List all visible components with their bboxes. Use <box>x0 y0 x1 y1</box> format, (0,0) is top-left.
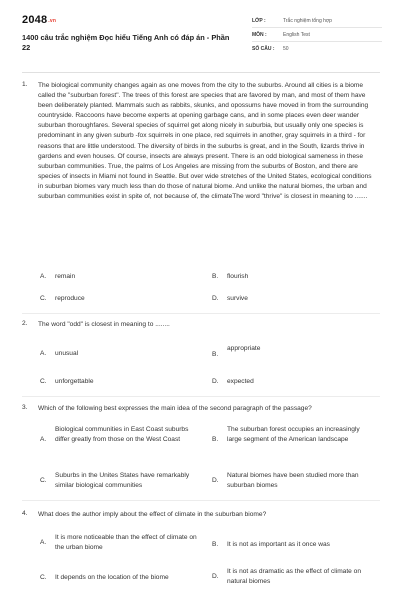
document-meta-table <box>252 14 382 56</box>
page-header <box>0 0 400 72</box>
question-stem: The biological community changes again as one moves from the city to the suburbs. Around all cities is a biome called the "suburban forest". The trees of this forest are species that are favored by man, and most of them have been deliberately planted. Mammals such as rabbits, skunks, and opossums have moved in from the surrounding countryside. Raccoons have become experts at opening garbage cans, and in some places even deer wander suburban thoroughfares. Several species of squirrel get along nicely in suburbia, but usually only one species is predominant in any given suburb -fox squirrels in one place, red squirrels in another, gray squirrels in a third - for reasons that are little understood. The diversity of birds in the suburbs is great, and in the South, lizards thrive in gardens and even houses. Of course, insects are always present. There is an odd biological sameness in these suburban communities. True, the palms of Los Angeles are missing from the suburbs of Boston, and there are species of insects in Miami not found in Seattle. But over wide stretches of the United States, ecological conditions in suburban biomes vary much less than do those of natural biome. And unlike the natural biomes, the urban and suburban communities exist in spite of, not because of, the climateThe word "thrive" is closest in meaning to ....... <box>38 82 372 201</box>
logo-suffix-text: .vn <box>48 18 57 24</box>
option-letter: B. <box>212 273 219 280</box>
option-letter: C. <box>40 378 47 385</box>
page-title: 1400 câu trắc nghiệm Đọc hiểu Tiếng Anh có đáp án - Phần 22 <box>22 33 230 52</box>
question-divider <box>22 500 380 501</box>
question-number: 2. <box>22 320 28 327</box>
site-logo[interactable] <box>22 14 56 26</box>
meta-row-subject <box>252 28 382 42</box>
option-letter: C. <box>40 477 47 484</box>
question-stem: What does the author imply about the effect of climate in the suburban biome? <box>38 511 267 518</box>
meta-value: Trắc nghiệm tổng hợp <box>283 17 332 24</box>
option-text: It is not as important as it once was <box>227 541 330 548</box>
option-letter: D. <box>212 573 219 580</box>
option-text: flourish <box>227 273 249 280</box>
meta-row-question-count <box>252 42 382 56</box>
question-divider <box>22 313 380 314</box>
option-text: unforgettable <box>55 378 94 385</box>
header-divider <box>22 72 380 73</box>
question-number: 4. <box>22 510 28 517</box>
option-letter: A. <box>40 436 47 443</box>
option-letter: B. <box>212 541 219 548</box>
meta-value: English Test <box>283 31 310 38</box>
logo-main-text: 2048 <box>22 14 48 26</box>
option-letter: D. <box>212 295 219 302</box>
question-number: 3. <box>22 404 28 411</box>
option-text: expected <box>227 378 254 385</box>
option-text: unusual <box>55 350 79 357</box>
meta-key: SỐ CÂU : <box>252 46 275 52</box>
option-text: remain <box>55 273 76 280</box>
option-text: It is more noticeable than the effect of climate on the urban biome <box>55 534 197 551</box>
meta-key: MÔN : <box>252 31 267 38</box>
meta-key: LỚP : <box>252 17 266 24</box>
meta-value: 50 <box>283 46 289 52</box>
option-text: appropriate <box>227 345 261 352</box>
option-text: It is not as dramatic as the effect of climate on natural biomes <box>227 568 362 585</box>
option-letter: C. <box>40 574 47 581</box>
option-text: Natural biomes have been studied more than suburban biomes <box>227 472 359 489</box>
option-letter: B. <box>212 436 219 443</box>
option-text: Biological communities in East Coast suburbs differ greatly from those on the West Coast <box>55 426 189 443</box>
question-stem: The word "odd" is closest in meaning to ........ <box>38 321 170 328</box>
option-letter: A. <box>40 350 47 357</box>
option-letter: C. <box>40 295 47 302</box>
option-text: survive <box>227 295 248 302</box>
option-text: Suburbs in the Unites States have remarkably similar biological communities <box>55 472 190 489</box>
option-letter: D. <box>212 477 219 484</box>
question-number: 1. <box>22 81 28 88</box>
option-letter: B. <box>212 351 219 358</box>
option-text: It depends on the location of the biome <box>55 574 169 581</box>
meta-row-class <box>252 14 382 28</box>
question-stem: Which of the following best expresses the main idea of the second paragraph of the passage? <box>38 405 312 412</box>
option-text: reproduce <box>55 295 85 302</box>
option-text: The suburban forest occupies an increasingly large segment of the American landscape <box>227 426 360 443</box>
option-letter: D. <box>212 378 219 385</box>
option-letter: A. <box>40 539 47 546</box>
question-divider <box>22 396 380 397</box>
option-letter: A. <box>40 273 47 280</box>
